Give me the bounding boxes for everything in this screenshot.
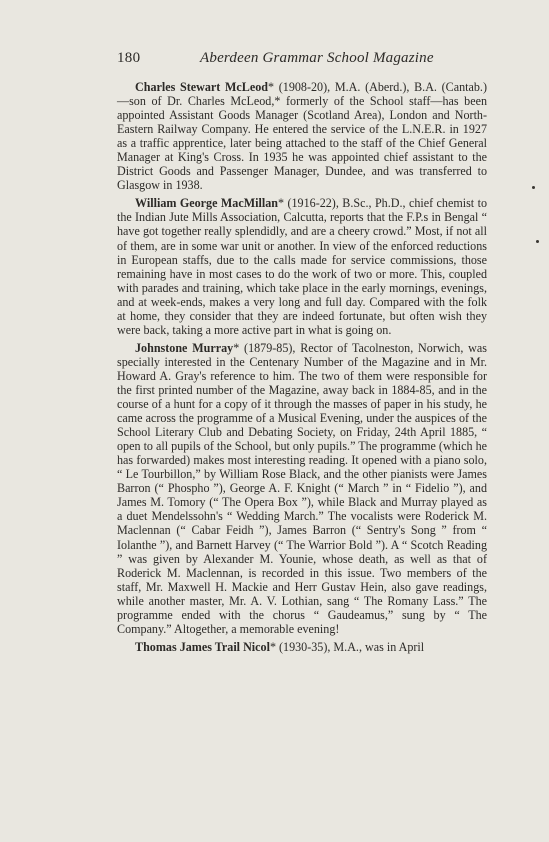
entry-name: Thomas James Trail Nicol — [135, 639, 270, 654]
margin-mark — [536, 240, 539, 243]
page-number: 180 — [117, 50, 141, 66]
entry-text: * (1908-20), M.A. (Aberd.), B.A. (Cantab.)—son of Dr. Charles McLeod,* formerly of the School staff—has been appointed Assistant Goods Manager (Scotland Area), London and North-Eastern Railway Company. He entered the service of the L.N.E.R. in 1927 as a traffic apprentice, later being attached to the staff of the Chief General Manager at King's Cross. In 1935 he was appointed chief assistant to the District Goods and Passenger Manager, Dundee, and was transferred to Glasgow in 1938. — [117, 80, 487, 193]
entry-text: * (1930-35), M.A., was in April — [269, 639, 425, 654]
margin-mark — [532, 186, 535, 189]
running-title: Aberdeen Grammar School Magazine — [200, 50, 434, 66]
entry-paragraph — [117, 196, 487, 336]
entry-paragraph — [117, 80, 487, 192]
entry-paragraph — [117, 341, 487, 636]
entry-name: Charles Stewart McLeod — [135, 80, 268, 94]
entry-paragraph — [117, 640, 487, 654]
article-body — [117, 80, 487, 658]
entry-text: * (1879-85), Rector of Tacolneston, Norwich, was specially interested in the Centenary Number of the Magazine and in Mr. Howard A. Gray's reference to him. The two of them were responsible for the first printed number of the Magazine, away back in 1884-85, and in the course of a hunt for a copy of it through the masses of paper in his study, he came across the programme of a Musical Evening, under the auspices of the School Literary Club and Debating Society, on Friday, 24th April 1885, “ open to all pupils of the School, but only pupils.” The programme (which he has forwarded) makes most interesting reading. It opened with a piano solo, “ Le Tourbillon,” by William Rose Black, and the other pianists were James Barron (“ Phospho ”), George A. F. Knight (“ March ” in “ Fidelio ”), and James M. Tomory (“ The Opera Box ”), while Black and Murray played as a duet Mendelssohn's “ Wedding March.” The vocalists were Roderick M. Maclennan (“ Cabar Feidh ”), James Barron (“ Sentry's Song ” from “ Iolanthe ”), and Barnett Harvey (“ The Warrior Bold ”). A “ Scotch Reading ” was given by Alexander M. Younie, whose death, as well as that of Roderick M. Maclennan, is recorded in this issue. Two members of the staff, Mr. Maxwell H. Mackie and Herr Gustav Hein, also gave readings, while another master, Mr. A. V. Lothian, sang “ The Romany Lass.” The programme ended with the chorus “ Gaudeamus,” sung by “ The Company.” Altogether, a memorable evening! — [117, 340, 487, 636]
entry-name: William George MacMillan — [135, 196, 278, 211]
entry-name: Johnstone Murray — [135, 340, 234, 355]
entry-text: * (1916-22), B.Sc., Ph.D., chief chemist to the Indian Jute Mills Association, Calcutta, reports that the F.P.s in Bengal “ have got together really splendidly, and are a cheery crowd.” Most, if not all of them, are in some war unit or another. In view of the enforced reductions in European staffs, due to the calls made for service commissions, those remaining have in most cases to do the work of two or more. This, coupled with parades and training, which take place in the early mornings, evenings, and at week-ends, makes a very long and full day. Compared with the folk at home, they consider that they are indeed fortunate, but often wish they were back, taking a more active part in what is going on. — [117, 196, 487, 337]
page-header — [117, 50, 487, 72]
